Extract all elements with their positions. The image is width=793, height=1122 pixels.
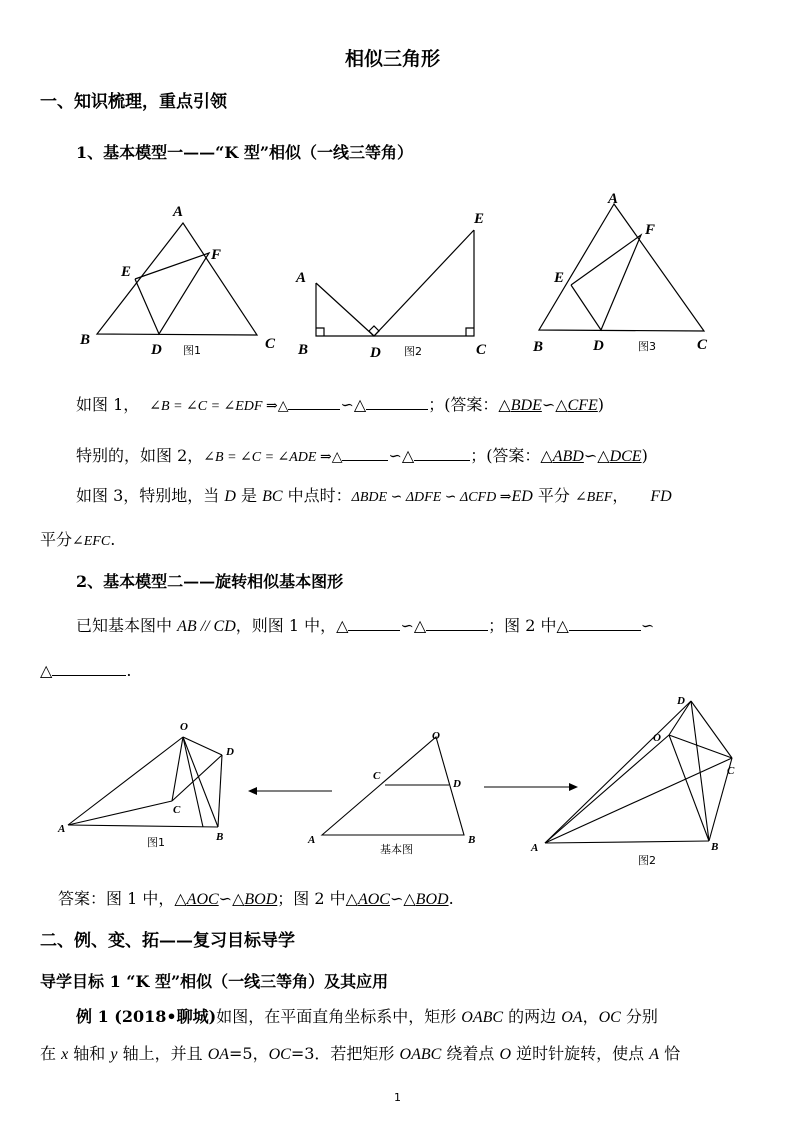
rot2-label-o: O [653, 732, 661, 744]
rot2-label-a: A [531, 842, 539, 854]
k-figure-2 [295, 205, 495, 365]
fig3-label-e: E [554, 270, 565, 286]
example-1-line-2: 在 x 轴和 y 轴上，并且 OA=5，OC=3．若把矩形 OABC 绕着点 O 逆时针旋转，使点 A 恰 [40, 1044, 681, 1063]
section-1-heading: 一、知识梳理，重点引领 [40, 92, 227, 112]
rot1-label-b: B [216, 831, 224, 843]
fig3-label-a: A [608, 191, 619, 207]
rot1-label-d: D [226, 746, 234, 758]
answer-rotation: 答案：图 1 中，△AOC∽△BOD；图 2 中△AOC∽△BOD. [58, 889, 454, 908]
rotation-figure-2 [525, 690, 745, 870]
k-figure-3 [530, 186, 730, 356]
rot1-caption: 图1 [147, 836, 165, 849]
base-label-c: C [373, 770, 381, 782]
rotation-base-figure [305, 725, 495, 855]
base-label-o: O [432, 730, 440, 742]
base-label-d: D [453, 778, 461, 790]
fig1-label-b: B [80, 332, 91, 348]
rotation-figure-1 [55, 715, 255, 855]
rot2-caption: 图2 [638, 854, 656, 867]
rot2-label-b: B [711, 841, 719, 853]
goal-1-heading: 导学目标 1 “K 型”相似（一线三等角）及其应用 [40, 972, 389, 991]
paragraph-fig3-cont: 平分∠EFC. [40, 530, 116, 549]
fig3-label-d: D [593, 338, 604, 354]
fig1-label-f: F [211, 247, 222, 263]
base-label-a: A [308, 834, 316, 846]
model-2-heading: 2、基本模型二——旋转相似基本图形 [76, 572, 344, 591]
paragraph-rotation-cont: △ . [40, 661, 132, 680]
base-label-b: B [468, 834, 476, 846]
fig1-label-e: E [121, 264, 132, 280]
page-title: 相似三角形 [345, 48, 441, 70]
paragraph-fig3: 如图 3，特别地，当 D 是 BC 中点时：ΔBDE ∽ ΔDFE ∽ ΔCFD ⇒ED 平分 ∠BEF， FD [76, 486, 672, 505]
section-2-heading: 二、例、变、拓——复习目标导学 [40, 931, 295, 951]
model-1-heading: 1、基本模型一——“K 型”相似（一线三等角） [76, 143, 414, 162]
k-figure-1 [75, 200, 275, 360]
fig3-label-b: B [533, 339, 544, 355]
rot1-label-o: O [180, 721, 188, 733]
fig2-label-b: B [298, 342, 309, 358]
fig2-label-a: A [296, 270, 307, 286]
paragraph-fig2: 特别的，如图 2，∠B = ∠C = ∠ADE ⇒△ ∽△ ；(答案：△ABD∽△DCE) [76, 446, 648, 465]
example-1-line-1: 例 1 (2018•聊城)如图，在平面直角坐标系中，矩形 OABC 的两边 OA，OC 分别 [76, 1007, 658, 1026]
fig1-label-d: D [151, 342, 162, 358]
fig1-label-c: C [265, 336, 276, 352]
fig3-label-f: F [645, 222, 656, 238]
rot2-label-d: D [677, 695, 685, 707]
rot1-label-a: A [58, 823, 66, 835]
rot1-label-c: C [173, 804, 181, 816]
rot2-label-c: C [727, 765, 735, 777]
fig1-label-a: A [173, 204, 184, 220]
fig2-label-e: E [474, 211, 485, 227]
fig1-caption: 图1 [183, 344, 201, 357]
fig2-label-c: C [476, 342, 487, 358]
base-caption: 基本图 [380, 843, 413, 856]
paragraph-fig1: 如图 1， ∠B = ∠C = ∠EDF ⇒△ ∽△ ；(答案：△BDE∽△CFE) [76, 395, 605, 414]
fig3-label-c: C [697, 337, 708, 353]
fig2-caption: 图2 [404, 345, 422, 358]
page-number: 1 [394, 1091, 401, 1104]
fig2-label-d: D [370, 345, 381, 361]
fig3-caption: 图3 [638, 340, 656, 353]
paragraph-rotation: 已知基本图中 AB // CD，则图 1 中，△ ∽△ ；图 2 中△ ∽ [76, 616, 655, 635]
